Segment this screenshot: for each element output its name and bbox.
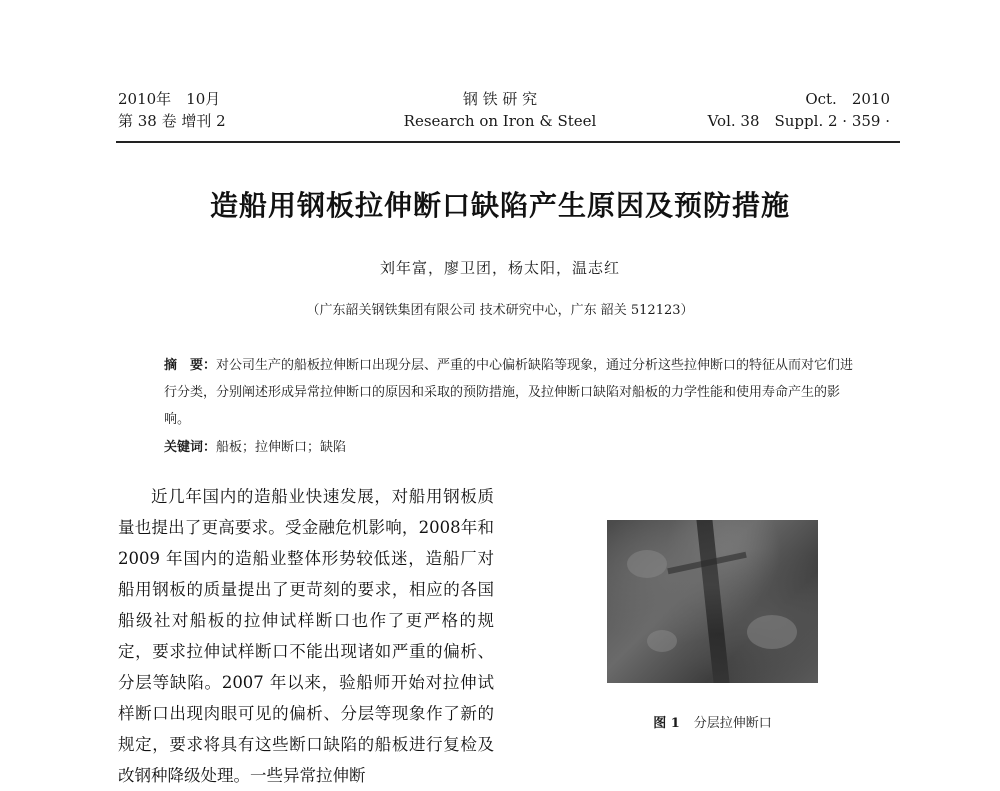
keywords-line — [164, 434, 864, 461]
paper-title: 造船用钢板拉伸断口缺陷产生原因及预防措施 — [209, 189, 790, 222]
photo-texture — [647, 630, 677, 652]
abstract-label: 摘 要： — [164, 358, 217, 373]
body-paragraph: 近几年国内的造船业快速发展，对船用钢板质量也提出了更高要求。受金融危机影响，2008年和 2009 年国内的造船业整体形势较低迷，造船厂对船用钢板的质量提出了更苛刻的要求，相应的各国船级社对船板的拉伸试样断口也作了更严格的规定，要求拉伸试样断口不能出现诸如严重的偏析、分层等缺陷。2007 年以来，验船师开始对拉伸试样断口出现肉眼可见的偏析、分层等现象作了新的规定，要求将具有这些断口缺陷的船板进行复检及改钢种降级处理。一些异常拉伸断 — [118, 487, 494, 785]
figure-caption — [607, 712, 818, 731]
header-center — [380, 88, 620, 132]
abstract-text: 对公司生产的船板拉伸断口出现分层、严重的中心偏析缺陷等现象，通过分析这些拉伸断口的特征从而对它们进行分类，分别阐述形成异常拉伸断口的原因和采取的预防措施，及拉伸断口缺陷对船板的力学性能和使用寿命产生的影响。 — [164, 358, 854, 427]
photo-crack-layer — [696, 520, 729, 683]
keywords-text: 船板；拉伸断口；缺陷 — [216, 440, 347, 455]
abstract-paragraph — [164, 352, 864, 433]
journal-name-cn: 钢 铁 研 究 — [462, 90, 538, 108]
figure-caption-text: 分层拉伸断口 — [693, 716, 772, 731]
photo-texture — [747, 615, 797, 649]
header-date: 2010年 10月 — [118, 90, 221, 108]
photo-texture — [627, 550, 667, 578]
header-date-en: Oct. 2010 — [805, 90, 890, 108]
header-left — [118, 88, 226, 132]
body-column — [118, 481, 494, 791]
figure-number: 图 1 — [653, 716, 680, 731]
header-volume: 第 38 卷 增刊 2 — [118, 112, 226, 130]
abstract-block — [164, 352, 864, 461]
paper-affiliation: （广东韶关钢铁集团有限公司 技术研究中心，广东 韶关 512123） — [306, 303, 694, 318]
header-rule — [116, 141, 900, 143]
keywords-label: 关键词： — [164, 440, 217, 455]
paper-authors: 刘年富，廖卫团，杨太阳，温志红 — [379, 259, 620, 277]
header-right — [650, 88, 890, 132]
fracture-photo — [607, 520, 818, 683]
journal-name-en: Research on Iron & Steel — [403, 112, 597, 130]
header-volume-page: Vol. 38 Suppl. 2 · 359 · — [707, 112, 890, 130]
